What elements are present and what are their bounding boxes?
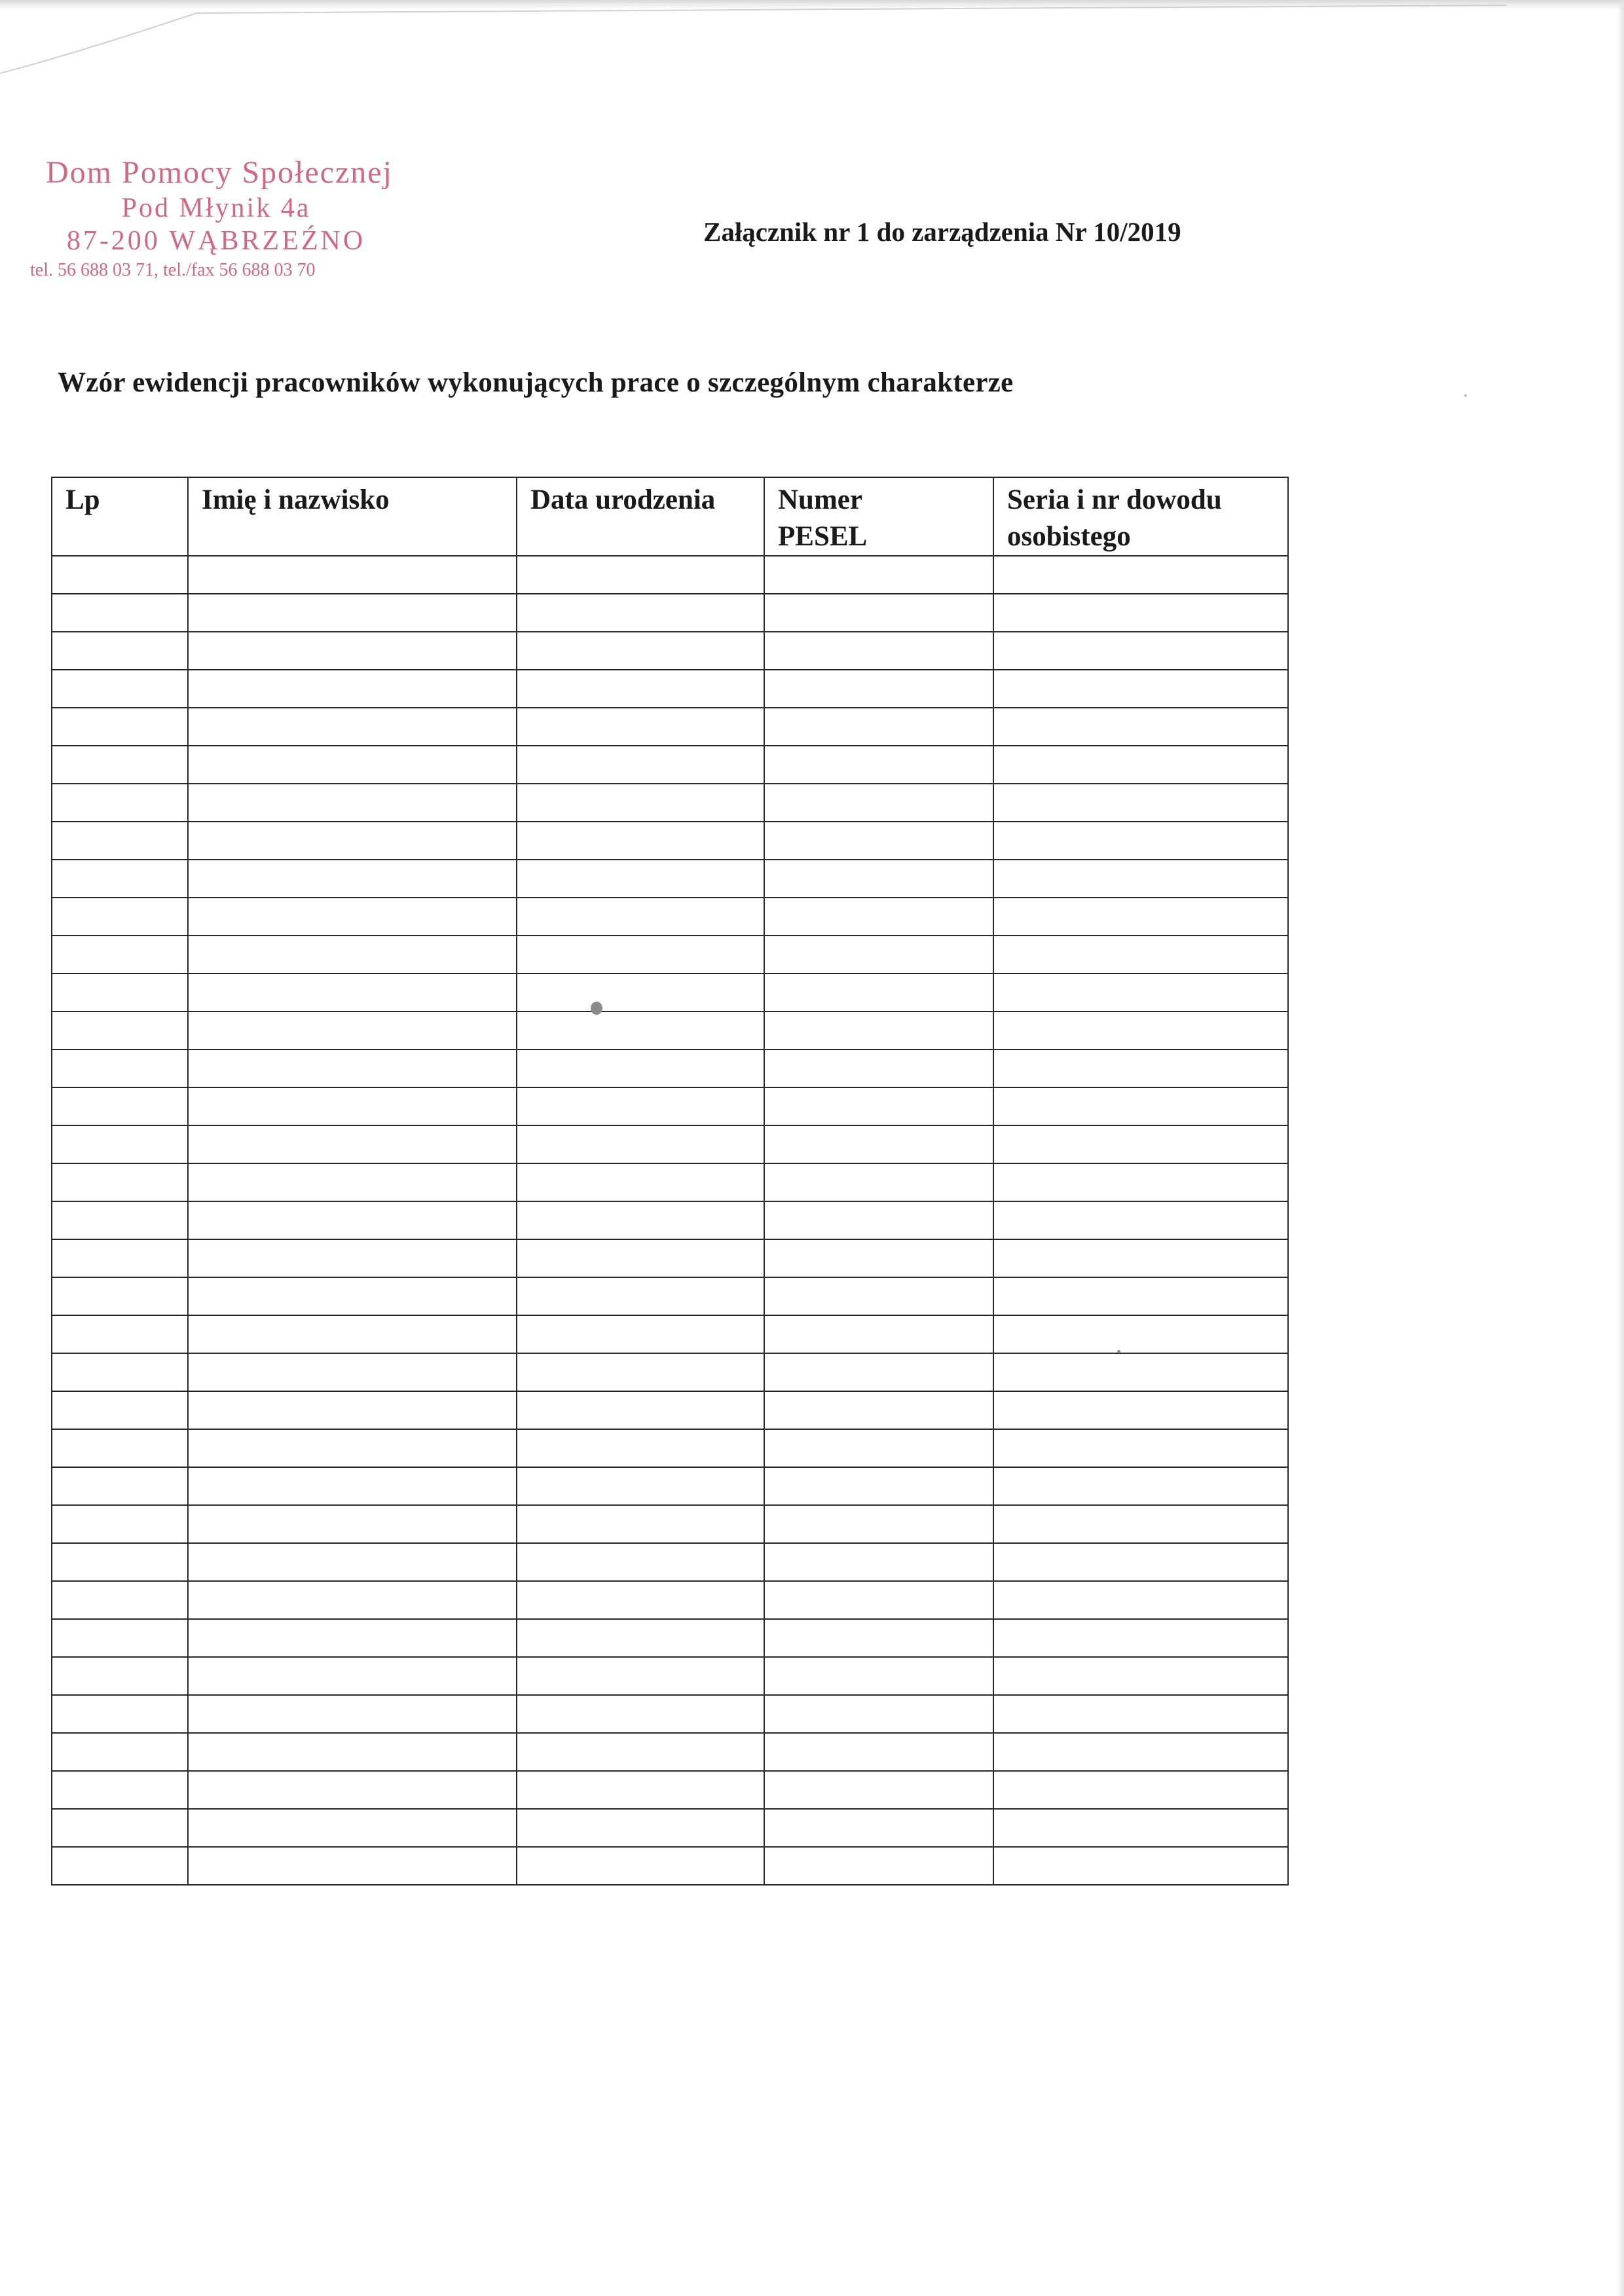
table-row xyxy=(52,1429,1288,1467)
table-row xyxy=(52,1847,1288,1885)
table-cell[interactable] xyxy=(993,860,1288,898)
table-row xyxy=(52,860,1288,898)
table-cell[interactable] xyxy=(52,632,188,670)
header-birth-date xyxy=(517,477,764,556)
table-cell[interactable] xyxy=(764,1163,993,1201)
table-cell[interactable] xyxy=(188,1011,517,1049)
table-cell[interactable] xyxy=(993,1011,1288,1049)
table-row xyxy=(52,1277,1288,1315)
table-cell[interactable] xyxy=(517,1429,764,1467)
table-row xyxy=(52,556,1288,594)
table-cell[interactable] xyxy=(52,1505,188,1543)
table-cell[interactable] xyxy=(993,1581,1288,1619)
table-cell[interactable] xyxy=(517,1657,764,1695)
table-row xyxy=(52,1163,1288,1201)
table-cell[interactable] xyxy=(764,1771,993,1809)
stamp-institution-name: Dom Pomocy Społecznej xyxy=(46,155,393,190)
table-cell[interactable] xyxy=(517,556,764,594)
header-name-label: Imię i nazwisko xyxy=(202,484,390,515)
table-cell[interactable] xyxy=(764,1543,993,1581)
table-cell[interactable] xyxy=(993,936,1288,974)
table-cell[interactable] xyxy=(188,556,517,594)
table-cell[interactable] xyxy=(764,1315,993,1353)
table-cell[interactable] xyxy=(517,1619,764,1657)
table-cell[interactable] xyxy=(764,1087,993,1125)
table-cell[interactable] xyxy=(188,898,517,936)
table-cell[interactable] xyxy=(993,1277,1288,1315)
scan-edge-top xyxy=(0,0,1624,9)
table-cell[interactable] xyxy=(993,708,1288,746)
header-birth-date-label: Data urodzenia xyxy=(530,484,716,515)
table-cell[interactable] xyxy=(52,1125,188,1163)
table-cell[interactable] xyxy=(52,822,188,860)
table-cell[interactable] xyxy=(764,1467,993,1505)
table-cell[interactable] xyxy=(52,1619,188,1657)
table-cell[interactable] xyxy=(764,1125,993,1163)
table-cell[interactable] xyxy=(52,860,188,898)
table-row xyxy=(52,1125,1288,1163)
table-cell[interactable] xyxy=(993,822,1288,860)
table-cell[interactable] xyxy=(764,708,993,746)
table-cell[interactable] xyxy=(52,746,188,784)
header-id-card-label-line2: osobistego xyxy=(1007,521,1131,552)
table-cell[interactable] xyxy=(188,1505,517,1543)
table-cell[interactable] xyxy=(517,1049,764,1087)
table-cell[interactable] xyxy=(52,1543,188,1581)
table-cell[interactable] xyxy=(517,1695,764,1733)
table-cell[interactable] xyxy=(764,860,993,898)
table-body xyxy=(52,556,1288,1885)
header-id-card-label-line1: Seria i nr dowodu xyxy=(1007,484,1222,515)
table-row xyxy=(52,1733,1288,1771)
table-cell[interactable] xyxy=(764,1429,993,1467)
header-id-card xyxy=(993,477,1288,556)
table-cell[interactable] xyxy=(764,1809,993,1847)
table-cell[interactable] xyxy=(517,936,764,974)
table-cell[interactable] xyxy=(993,784,1288,822)
table-cell[interactable] xyxy=(517,898,764,936)
table-cell[interactable] xyxy=(188,1695,517,1733)
table-cell[interactable] xyxy=(188,1809,517,1847)
table-cell[interactable] xyxy=(52,1049,188,1087)
table-row xyxy=(52,822,1288,860)
table-cell[interactable] xyxy=(764,1049,993,1087)
table-cell[interactable] xyxy=(517,746,764,784)
table-cell[interactable] xyxy=(52,1467,188,1505)
table-cell[interactable] xyxy=(764,1353,993,1391)
scan-edge-right xyxy=(1617,0,1624,2296)
institution-stamp xyxy=(30,154,432,283)
scan-speck xyxy=(591,1002,602,1015)
table-cell[interactable] xyxy=(764,1201,993,1239)
table-cell[interactable] xyxy=(517,1277,764,1315)
table-row xyxy=(52,708,1288,746)
table-cell[interactable] xyxy=(188,708,517,746)
table-cell[interactable] xyxy=(517,670,764,708)
table-cell[interactable] xyxy=(52,1391,188,1429)
table-cell[interactable] xyxy=(764,974,993,1011)
table-cell[interactable] xyxy=(52,1581,188,1619)
table-cell[interactable] xyxy=(764,1581,993,1619)
table-row xyxy=(52,1391,1288,1429)
table-cell[interactable] xyxy=(188,1581,517,1619)
table-row xyxy=(52,1201,1288,1239)
table-cell[interactable] xyxy=(764,1011,993,1049)
table-row xyxy=(52,1657,1288,1695)
scan-artifact-line xyxy=(0,0,1624,79)
table-cell[interactable] xyxy=(52,1277,188,1315)
table-cell[interactable] xyxy=(764,1695,993,1733)
table-cell[interactable] xyxy=(993,1391,1288,1429)
table-cell[interactable] xyxy=(188,1315,517,1353)
table-cell[interactable] xyxy=(764,1619,993,1657)
header-lp-label: Lp xyxy=(65,484,100,515)
table-cell[interactable] xyxy=(52,936,188,974)
table-cell[interactable] xyxy=(188,784,517,822)
table-cell[interactable] xyxy=(764,1657,993,1695)
table-cell[interactable] xyxy=(52,1429,188,1467)
stamp-city: 87-200 WĄBRZEŹNO xyxy=(66,226,366,256)
table-cell[interactable] xyxy=(517,1239,764,1277)
table-cell[interactable] xyxy=(993,670,1288,708)
table-cell[interactable] xyxy=(188,1239,517,1277)
table-cell[interactable] xyxy=(188,1163,517,1201)
table-row xyxy=(52,1505,1288,1543)
table-cell[interactable] xyxy=(517,860,764,898)
table-row xyxy=(52,632,1288,670)
table-cell[interactable] xyxy=(188,974,517,1011)
table-cell[interactable] xyxy=(52,670,188,708)
table-row xyxy=(52,898,1288,936)
table-cell[interactable] xyxy=(188,1087,517,1125)
table-cell[interactable] xyxy=(517,974,764,1011)
table-cell[interactable] xyxy=(517,1125,764,1163)
table-cell[interactable] xyxy=(188,822,517,860)
table-row xyxy=(52,1467,1288,1505)
table-cell[interactable] xyxy=(52,1771,188,1809)
table-cell[interactable] xyxy=(52,1315,188,1353)
table-cell[interactable] xyxy=(52,1011,188,1049)
table-cell[interactable] xyxy=(993,1695,1288,1733)
table-cell[interactable] xyxy=(188,1619,517,1657)
table-row xyxy=(52,1619,1288,1657)
table-cell[interactable] xyxy=(764,556,993,594)
table-cell[interactable] xyxy=(993,1353,1288,1391)
table-cell[interactable] xyxy=(764,1239,993,1277)
table-cell[interactable] xyxy=(517,594,764,632)
table-cell[interactable] xyxy=(993,632,1288,670)
table-row xyxy=(52,1809,1288,1847)
table-cell[interactable] xyxy=(188,632,517,670)
header-pesel xyxy=(764,477,993,556)
table-row xyxy=(52,1239,1288,1277)
table-cell[interactable] xyxy=(52,1163,188,1201)
table-row xyxy=(52,746,1288,784)
table-cell[interactable] xyxy=(52,1239,188,1277)
table-cell[interactable] xyxy=(188,1201,517,1239)
table-cell[interactable] xyxy=(993,1847,1288,1885)
table-row xyxy=(52,1543,1288,1581)
table-cell[interactable] xyxy=(993,1543,1288,1581)
table-cell[interactable] xyxy=(52,1353,188,1391)
table-cell[interactable] xyxy=(764,594,993,632)
table-cell[interactable] xyxy=(52,898,188,936)
table-cell[interactable] xyxy=(52,974,188,1011)
table-cell[interactable] xyxy=(517,632,764,670)
table-cell[interactable] xyxy=(517,1543,764,1581)
table-row xyxy=(52,1315,1288,1353)
table-cell[interactable] xyxy=(188,1467,517,1505)
table-row xyxy=(52,1353,1288,1391)
table-cell[interactable] xyxy=(517,1163,764,1201)
table-cell[interactable] xyxy=(764,632,993,670)
table-cell[interactable] xyxy=(993,1467,1288,1505)
table-cell[interactable] xyxy=(517,1353,764,1391)
table-row xyxy=(52,974,1288,1011)
table-cell[interactable] xyxy=(764,822,993,860)
table-cell[interactable] xyxy=(764,670,993,708)
table-cell[interactable] xyxy=(764,1391,993,1429)
table-cell[interactable] xyxy=(993,1809,1288,1847)
table-cell[interactable] xyxy=(52,1733,188,1771)
table-row xyxy=(52,1581,1288,1619)
table-row xyxy=(52,784,1288,822)
table-row xyxy=(52,1011,1288,1049)
table-cell[interactable] xyxy=(993,1201,1288,1239)
table-cell[interactable] xyxy=(764,936,993,974)
table-cell[interactable] xyxy=(993,1619,1288,1657)
table-cell[interactable] xyxy=(188,1543,517,1581)
table-cell[interactable] xyxy=(517,1391,764,1429)
table-cell[interactable] xyxy=(993,1771,1288,1809)
stamp-phone: tel. 56 688 03 71, tel./fax 56 688 03 70 xyxy=(30,260,316,280)
table-cell[interactable] xyxy=(517,822,764,860)
table-cell[interactable] xyxy=(52,594,188,632)
table-cell[interactable] xyxy=(993,1733,1288,1771)
table-cell[interactable] xyxy=(993,1315,1288,1353)
table-cell[interactable] xyxy=(764,1505,993,1543)
table-cell[interactable] xyxy=(993,1087,1288,1125)
table-cell[interactable] xyxy=(188,1847,517,1885)
table-cell[interactable] xyxy=(993,746,1288,784)
table-cell[interactable] xyxy=(188,860,517,898)
table-cell[interactable] xyxy=(52,1809,188,1847)
table-row xyxy=(52,670,1288,708)
table-cell[interactable] xyxy=(993,1125,1288,1163)
table-cell[interactable] xyxy=(52,556,188,594)
employee-record-table xyxy=(51,477,1289,1886)
table-row xyxy=(52,1087,1288,1125)
table-cell[interactable] xyxy=(52,1657,188,1695)
table-cell[interactable] xyxy=(764,784,993,822)
scan-speck xyxy=(1117,1350,1120,1353)
table-cell[interactable] xyxy=(52,708,188,746)
table-cell[interactable] xyxy=(517,1847,764,1885)
table-cell[interactable] xyxy=(517,1771,764,1809)
table-cell[interactable] xyxy=(52,1201,188,1239)
annex-title: Załącznik nr 1 do zarządzenia Nr 10/2019 xyxy=(703,217,1181,247)
table-cell[interactable] xyxy=(993,1239,1288,1277)
table-cell[interactable] xyxy=(188,1771,517,1809)
table-cell[interactable] xyxy=(517,1011,764,1049)
table-cell[interactable] xyxy=(993,974,1288,1011)
table-row xyxy=(52,936,1288,974)
table-cell[interactable] xyxy=(517,708,764,746)
table-cell[interactable] xyxy=(52,1695,188,1733)
table-row xyxy=(52,594,1288,632)
table-cell[interactable] xyxy=(52,1087,188,1125)
stamp-street: Pod Młynik 4a xyxy=(121,193,311,223)
header-name xyxy=(188,477,517,556)
table-cell[interactable] xyxy=(517,784,764,822)
table-cell[interactable] xyxy=(993,594,1288,632)
table-cell[interactable] xyxy=(52,784,188,822)
table-cell[interactable] xyxy=(188,1277,517,1315)
table-row xyxy=(52,1771,1288,1809)
header-lp xyxy=(52,477,188,556)
table-cell[interactable] xyxy=(993,1429,1288,1467)
table-cell[interactable] xyxy=(993,1163,1288,1201)
table-cell[interactable] xyxy=(188,746,517,784)
table-cell[interactable] xyxy=(517,1315,764,1353)
header-pesel-label-line2: PESEL xyxy=(778,521,868,552)
table-cell[interactable] xyxy=(517,1087,764,1125)
table-cell[interactable] xyxy=(993,1657,1288,1695)
header-pesel-label-line1: Numer xyxy=(778,484,862,515)
table-cell[interactable] xyxy=(188,1733,517,1771)
table-cell[interactable] xyxy=(52,1847,188,1885)
table-cell[interactable] xyxy=(764,898,993,936)
table-cell[interactable] xyxy=(188,670,517,708)
table-cell[interactable] xyxy=(764,1733,993,1771)
table-cell[interactable] xyxy=(188,1391,517,1429)
table-row xyxy=(52,1695,1288,1733)
table-cell[interactable] xyxy=(517,1581,764,1619)
table-cell[interactable] xyxy=(993,898,1288,936)
scan-speck xyxy=(1464,394,1467,397)
table-cell[interactable] xyxy=(188,1049,517,1087)
table-cell[interactable] xyxy=(517,1467,764,1505)
table-cell[interactable] xyxy=(764,1277,993,1315)
table-cell[interactable] xyxy=(993,1505,1288,1543)
table-cell[interactable] xyxy=(764,1847,993,1885)
table-row xyxy=(52,1049,1288,1087)
table-cell[interactable] xyxy=(517,1505,764,1543)
table-cell[interactable] xyxy=(188,1657,517,1695)
table-cell[interactable] xyxy=(517,1733,764,1771)
table-cell[interactable] xyxy=(517,1201,764,1239)
table-cell[interactable] xyxy=(188,594,517,632)
table-cell[interactable] xyxy=(188,936,517,974)
document-title: Wzór ewidencji pracowników wykonujących prace o szczególnym charakterze xyxy=(58,367,1014,398)
table-cell[interactable] xyxy=(188,1353,517,1391)
table-cell[interactable] xyxy=(993,1049,1288,1087)
table-header-row xyxy=(52,477,1288,556)
table-cell[interactable] xyxy=(188,1429,517,1467)
table-cell[interactable] xyxy=(517,1809,764,1847)
table-cell[interactable] xyxy=(764,746,993,784)
table-cell[interactable] xyxy=(993,556,1288,594)
table-cell[interactable] xyxy=(188,1125,517,1163)
